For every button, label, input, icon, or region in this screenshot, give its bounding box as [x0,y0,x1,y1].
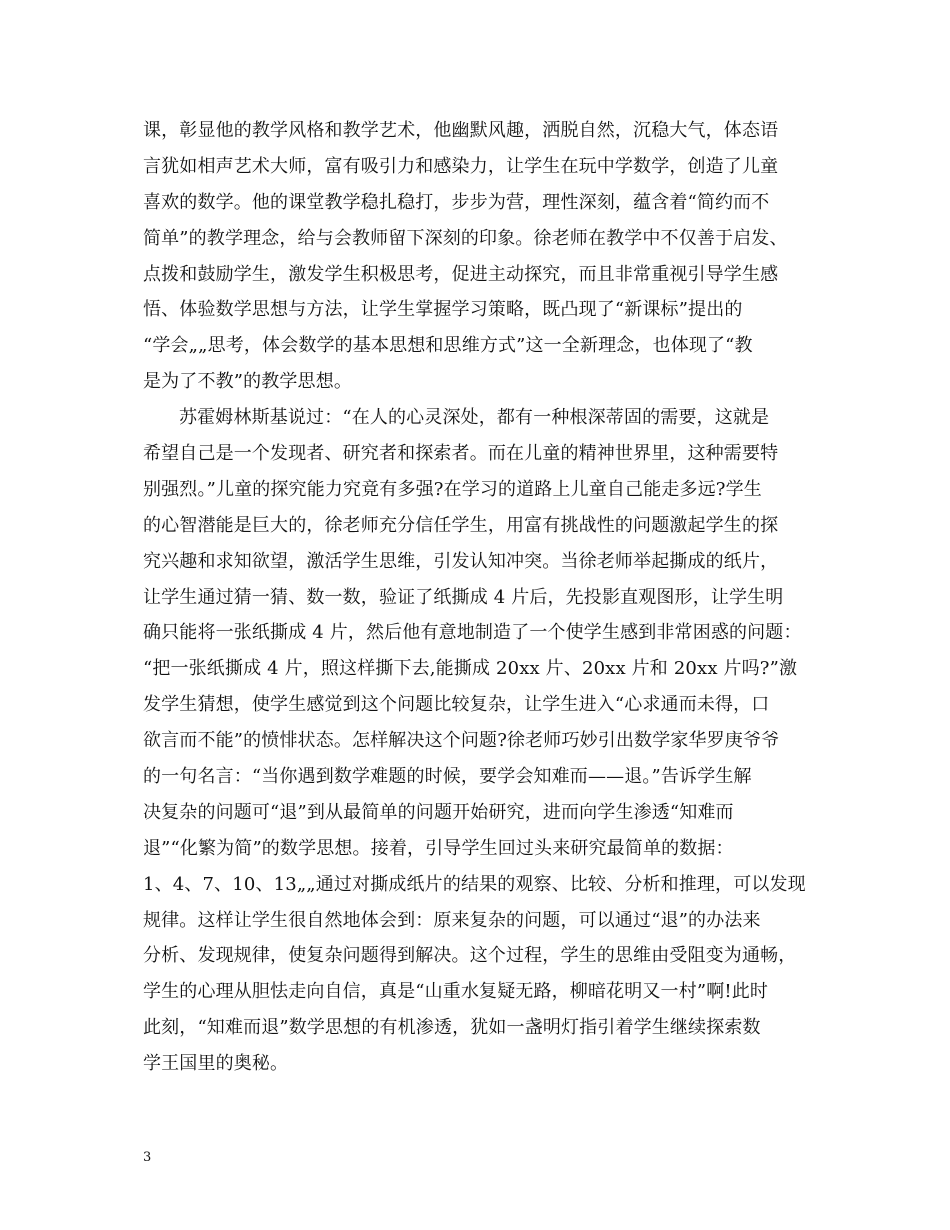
text-line: 规律。这样让学生很自然地体会到：原来复杂的问题，可以通过“退”的办法来 [143,909,761,931]
text-line: 言犹如相声艺术大师，富有吸引力和感染力，让学生在玩中学数学，创造了儿童 [143,155,779,177]
text-line: 简单”的教学理念，给与会教师留下深刻的印象。徐老师在教学中不仅善于启发、 [143,227,788,249]
text-line: 让学生通过猜一猜、数一数，验证了纸撕成 4 片后，先投影直观图形，让学生明 [143,586,784,608]
text-line: 退”“化繁为简”的数学思想。接着，引导学生回过头来研究最简单的数据： [143,837,734,859]
text-line: 1、4、7、10、13„„通过对撕成纸片的结果的观察、比较、分析和推理，可以发现 [143,873,806,895]
text-line: 学生的心理从胆怯走向自信，真是“山重水复疑无路，柳暗花明又一村”啊!此时 [143,981,769,1003]
text-line: 的一句名言：“当你遇到数学难题的时候，要学会知难而——退。”告诉学生解 [143,766,752,788]
text-line: 欲言而不能”的愤悱状态。怎样解决这个问题?徐老师巧妙引出数学家华罗庚爷爷 [143,730,780,752]
text-line: 究兴趣和求知欲望，激活学生思维，引发认知冲突。当徐老师举起撕成的纸片， [143,550,779,572]
text-line: 分析、发现规律，使复杂问题得到解决。这个过程，学生的思维由受阻变为通畅， [143,945,797,967]
text-line: “把一张纸撕成 4 片，照这样撕下去,能撕成 20xx 片、20xx 片和 20xx 片吗?”激 [143,658,798,680]
text-line: 点拨和鼓励学生，激发学生积极思考，促进主动探究，而且非常重视引导学生感 [143,263,779,285]
text-line: 喜欢的数学。他的课堂教学稳扎稳打，步步为营，理性深刻，蕴含着“简约而不 [143,191,770,213]
text-line: 希望自己是一个发现者、研究者和探索者。而在儿童的精神世界里，这种需要特 [143,443,779,465]
text-line: 是为了不教”的教学思想。 [143,371,353,393]
text-line: 课，彰显他的教学风格和教学艺术，他幽默风趣，洒脱自然，沉稳大气，体态语 [143,120,779,141]
document-body [143,113,823,1082]
page-number: 3 [143,1150,152,1165]
text-line: 此刻，“知难而退”数学思想的有机渗透，犹如一盏明灯指引着学生继续探索数 [143,1017,761,1039]
text-line: 的心智潜能是巨大的，徐老师充分信任学生，用富有挑战性的问题激起学生的探 [143,514,779,536]
text-line: “学会„„思考，体会数学的基本思想和思维方式”这一全新理念，也体现了“教 [143,335,753,357]
text-line: 苏霍姆林斯基说过：“在人的心灵深处，都有一种根深蒂固的需要，这就是 [179,407,770,429]
text-line: 悟、体验数学思想与方法，让学生掌握学习策略，既凸现了“新课标”提出的 [143,299,743,321]
text-line: 确只能将一张纸撕成 4 片，然后他有意地制造了一个使学生感到非常困惑的问题： [143,622,802,644]
text-line: 学王国里的奥秘。 [143,1053,289,1075]
text-line: 发学生猜想，使学生感觉到这个问题比较复杂，让学生进入“心求通而未得，口 [143,694,770,716]
text-line: 别强烈。”儿童的探究能力究竟有多强?在学习的道路上儿童自己能走多远?学生 [143,478,762,500]
text-line: 决复杂的问题可“退”到从最简单的问题开始研究，进而向学生渗透“知难而 [143,801,734,823]
